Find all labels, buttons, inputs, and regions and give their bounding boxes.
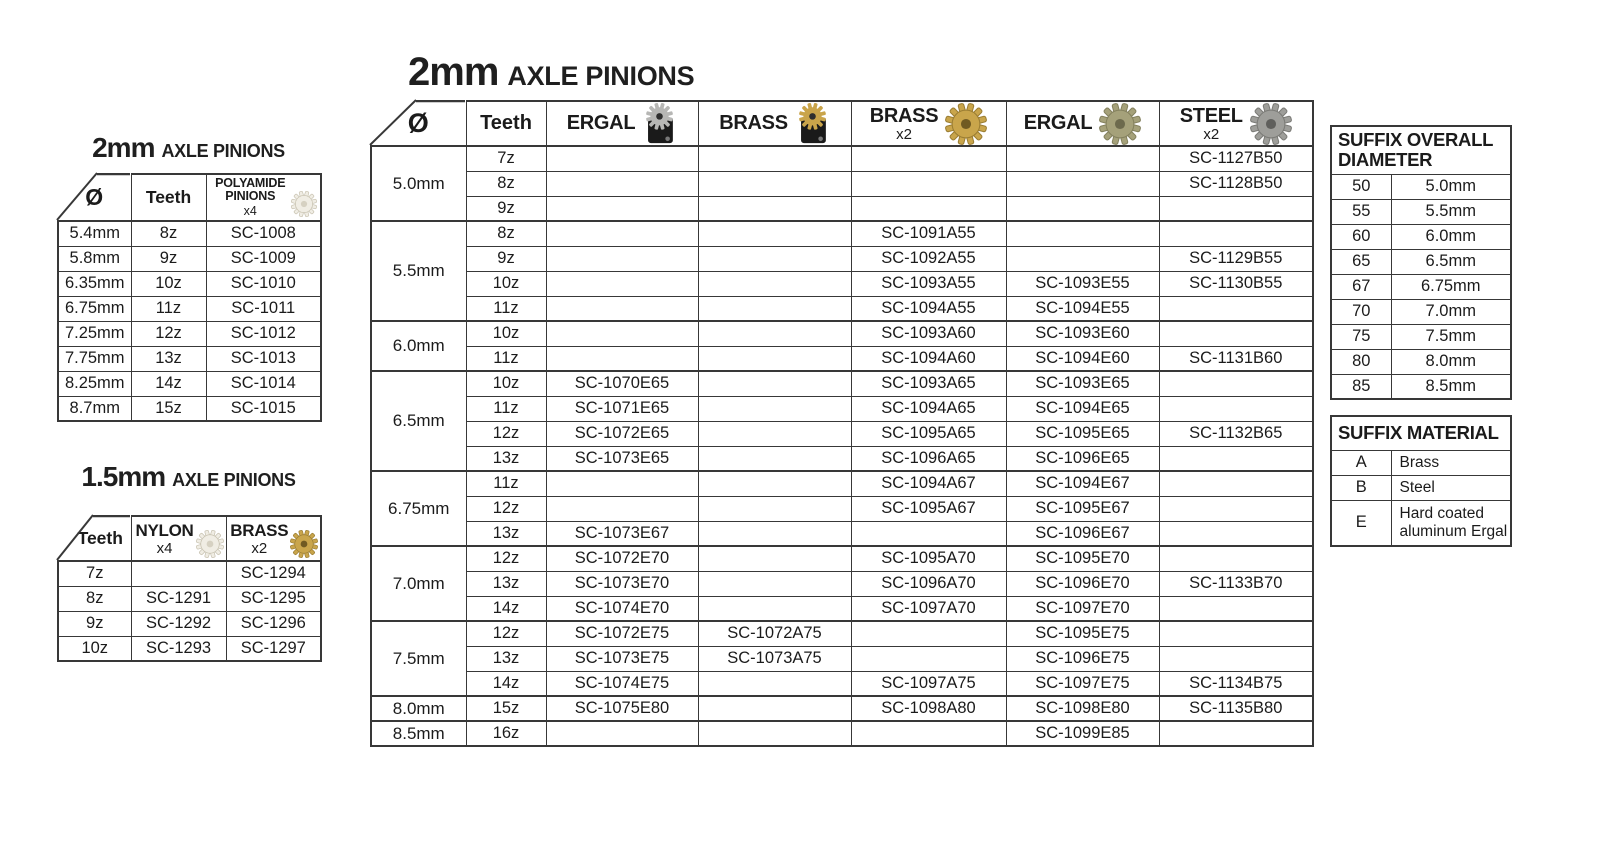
part-number-cell: SC-1070E65 [546,371,698,396]
part-number-cell: SC-1093A55 [851,271,1006,296]
suffix-material-title: SUFFIX MATERIAL [1331,416,1511,450]
teeth-cell: 14z [466,596,546,621]
part-number-cell [1006,171,1159,196]
diameter-cell: 8.7mm [58,396,131,421]
steel-gear-column-header [1159,101,1313,146]
teeth-cell: 10z [131,271,206,296]
part-number-cell [1159,321,1313,346]
teeth-cell: 10z [466,321,546,346]
part-number-cell: SC-1074E75 [546,671,698,696]
part-number-cell: SC-1094A60 [851,346,1006,371]
part-number-cell [546,271,698,296]
header-label: ERGAL [566,112,636,134]
part-number-cell [851,646,1006,671]
diameter-cell: 6.5mm [371,371,466,471]
part-number-cell: SC-1094E65 [1006,396,1159,421]
part-number-cell: SC-1293 [131,636,226,661]
part-number-cell: SC-1131B60 [1159,346,1313,371]
teeth-cell: 11z [466,346,546,371]
header-qty: x4 [156,539,173,557]
part-number-cell: SC-1134B75 [1159,671,1313,696]
part-number-cell: SC-1097E70 [1006,596,1159,621]
part-number-cell: SC-1074E70 [546,596,698,621]
left-2mm-title-text: AXLE PINIONS [161,141,285,161]
diameter-value-cell: 8.5mm [1391,374,1511,399]
part-number-cell: SC-1013 [206,346,321,371]
teeth-column-header: Teeth [466,101,546,146]
header-label: NYLON [135,520,194,540]
brass-gear-icon [945,103,987,145]
part-number-cell: SC-1294 [226,561,321,586]
teeth-cell: 12z [466,546,546,571]
teeth-cell: 15z [466,696,546,721]
diameter-value-cell: 7.0mm [1391,299,1511,324]
left-15mm-title-size: 1.5mm [81,461,166,492]
part-number-cell [698,521,851,546]
part-number-cell: SC-1094A67 [851,471,1006,496]
part-number-cell [1159,221,1313,246]
main-title-text: AXLE PINIONS [507,61,695,91]
teeth-cell: 15z [131,396,206,421]
suffix-code-cell: 60 [1331,224,1391,249]
teeth-cell: 16z [466,721,546,746]
polyamide-gear-icon [291,191,317,217]
teeth-cell: 9z [131,246,206,271]
diameter-value-cell: 5.0mm [1391,174,1511,199]
part-number-cell: SC-1094E55 [1006,296,1159,321]
teeth-cell: 13z [466,446,546,471]
part-number-cell: SC-1072E70 [546,546,698,571]
diameter-cell: 5.0mm [371,146,466,221]
part-number-cell: SC-1095E70 [1006,546,1159,571]
part-number-cell: SC-1093E55 [1006,271,1159,296]
part-number-cell [851,171,1006,196]
teeth-cell: 8z [466,221,546,246]
part-number-cell [698,421,851,446]
brass-mounted-pinion-column-header [698,101,851,146]
part-number-cell [1006,196,1159,221]
part-number-cell [1159,371,1313,396]
part-number-cell [698,296,851,321]
left-2mm-table-title [57,132,320,164]
part-number-cell [1159,446,1313,471]
part-number-cell [546,196,698,221]
part-number-cell: SC-1128B50 [1159,171,1313,196]
part-number-cell [1159,496,1313,521]
nylon-column-header [131,516,226,561]
nylon-gear-icon [196,530,224,558]
part-number-cell: SC-1096E75 [1006,646,1159,671]
part-number-cell [698,146,851,171]
suffix-diameter-table [1330,125,1512,400]
header-label: BRASS [719,112,788,134]
part-number-cell: SC-1014 [206,371,321,396]
teeth-cell: 7z [466,146,546,171]
teeth-cell: 12z [466,496,546,521]
part-number-cell [698,221,851,246]
part-number-cell [546,471,698,496]
part-number-cell [546,146,698,171]
diameter-cell: 7.75mm [58,346,131,371]
material-name-cell: Brass [1391,450,1511,475]
part-number-cell [546,171,698,196]
brass-column-header [226,516,321,561]
part-number-cell [546,346,698,371]
part-number-cell: SC-1009 [206,246,321,271]
main-table-wrap [370,100,1314,747]
diameter-cell: 7.0mm [371,546,466,621]
teeth-cell: 12z [466,621,546,646]
part-number-cell [698,246,851,271]
header-qty: x2 [251,539,268,557]
part-number-cell [698,671,851,696]
part-number-cell: SC-1094E60 [1006,346,1159,371]
part-number-cell [1006,246,1159,271]
part-number-cell: SC-1096E65 [1006,446,1159,471]
part-number-cell: SC-1129B55 [1159,246,1313,271]
part-number-cell: SC-1099E85 [1006,721,1159,746]
part-number-cell [698,396,851,421]
part-number-cell [546,721,698,746]
part-number-cell: SC-1097E75 [1006,671,1159,696]
diameter-cell: 6.75mm [58,296,131,321]
part-number-cell [698,371,851,396]
part-number-cell [1159,646,1313,671]
part-number-cell [851,196,1006,221]
diameter-cell: 6.0mm [371,321,466,371]
part-number-cell: SC-1094E67 [1006,471,1159,496]
part-number-cell: SC-1075E80 [546,696,698,721]
teeth-cell: 13z [466,571,546,596]
part-number-cell: SC-1095E75 [1006,621,1159,646]
part-number-cell: SC-1133B70 [1159,571,1313,596]
part-number-cell: SC-1010 [206,271,321,296]
teeth-cell: 11z [466,296,546,321]
ergal-gear-icon [1099,103,1141,145]
suffix-code-cell: 70 [1331,299,1391,324]
left-15mm-title-text: AXLE PINIONS [172,470,296,490]
suffix-code-cell: B [1331,475,1391,500]
suffix-code-cell: 85 [1331,374,1391,399]
teeth-cell: 14z [131,371,206,396]
part-number-cell [851,146,1006,171]
ergal-gear-column-header [1006,101,1159,146]
main-title-size: 2mm [408,50,499,94]
part-number-cell: SC-1073E65 [546,446,698,471]
material-name-cell: Steel [1391,475,1511,500]
part-number-cell [698,171,851,196]
part-number-cell [546,496,698,521]
part-number-cell [698,546,851,571]
teeth-cell: 12z [466,421,546,446]
diameter-value-cell: 6.75mm [1391,274,1511,299]
diagonal-corner [57,515,130,560]
diagonal-corner [370,100,465,145]
part-number-cell [131,561,226,586]
part-number-cell [851,621,1006,646]
part-number-cell [546,246,698,271]
brass-gear-column-header [851,101,1006,146]
diameter-column-header: Ø [371,101,466,146]
teeth-cell: 11z [466,471,546,496]
part-number-cell: SC-1098E80 [1006,696,1159,721]
part-number-cell [698,596,851,621]
ergal-mounted-pinion-column-header [546,101,698,146]
part-number-cell: SC-1127B50 [1159,146,1313,171]
part-number-cell: SC-1096E67 [1006,521,1159,546]
part-number-cell: SC-1093A65 [851,371,1006,396]
part-number-cell: SC-1093A60 [851,321,1006,346]
header-label: ERGAL [1023,112,1093,134]
part-number-cell: SC-1015 [206,396,321,421]
part-number-cell: SC-1296 [226,611,321,636]
diameter-value-cell: 8.0mm [1391,349,1511,374]
teeth-cell: 13z [466,646,546,671]
part-number-cell: SC-1096A70 [851,571,1006,596]
part-number-cell [1159,621,1313,646]
teeth-cell: 8z [131,221,206,246]
brass-gear-icon [290,530,318,558]
part-number-cell: SC-1092A55 [851,246,1006,271]
part-number-cell [698,696,851,721]
part-number-cell: SC-1097A75 [851,671,1006,696]
diameter-cell: 5.5mm [371,221,466,321]
diameter-cell: 5.8mm [58,246,131,271]
teeth-cell: 14z [466,671,546,696]
teeth-cell: 10z [466,371,546,396]
header-label: BRASS [230,520,289,540]
teeth-cell: 7z [58,561,131,586]
part-number-cell: SC-1095A67 [851,496,1006,521]
diameter-cell: 8.5mm [371,721,466,746]
teeth-cell: 9z [466,196,546,221]
suffix-code-cell: A [1331,450,1391,475]
diameter-cell: 8.0mm [371,696,466,721]
material-name-cell: Hard coated aluminum Ergal [1391,500,1511,546]
part-number-cell: SC-1072E75 [546,621,698,646]
header-label-stack: STEEL x2 [1179,104,1243,143]
part-number-cell: SC-1135B80 [1159,696,1313,721]
part-number-cell: SC-1097A70 [851,596,1006,621]
teeth-cell: 11z [466,396,546,421]
teeth-cell: 9z [466,246,546,271]
main-pinion-table [370,100,1314,747]
part-number-cell [1006,221,1159,246]
left-15mm-table-wrap [57,515,322,662]
teeth-cell: 10z [58,636,131,661]
diagonal-corner [57,173,130,220]
part-number-cell: SC-1295 [226,586,321,611]
part-number-cell: SC-1095A70 [851,546,1006,571]
diameter-cell: 7.5mm [371,621,466,696]
part-number-cell [1159,296,1313,321]
suffix-code-cell: 80 [1331,349,1391,374]
suffix-diameter-title: SUFFIX OVERALL DIAMETER [1331,126,1511,174]
left-15mm-table-title [57,461,320,493]
part-number-cell [851,521,1006,546]
part-number-cell [698,346,851,371]
part-number-cell: SC-1132B65 [1159,421,1313,446]
part-number-cell [698,571,851,596]
part-number-cell: SC-1297 [226,636,321,661]
part-number-cell [698,321,851,346]
suffix-code-cell: 50 [1331,174,1391,199]
teeth-column-header: Teeth [131,174,206,221]
suffix-code-cell: 55 [1331,199,1391,224]
suffix-code-cell: 67 [1331,274,1391,299]
part-number-cell: SC-1011 [206,296,321,321]
polyamide-qty: x4 [243,203,257,218]
ergal-mounted-pinion-icon [642,103,677,145]
part-number-cell [698,446,851,471]
teeth-cell: 8z [58,586,131,611]
part-number-cell: SC-1012 [206,321,321,346]
part-number-cell [1159,471,1313,496]
part-number-cell [698,196,851,221]
diameter-cell: 6.35mm [58,271,131,296]
diameter-value-cell: 7.5mm [1391,324,1511,349]
suffix-diameter-table-wrap [1330,125,1512,400]
part-number-cell: SC-1073A75 [698,646,851,671]
part-number-cell: SC-1093E65 [1006,371,1159,396]
polyamide-column-header [206,174,321,221]
part-number-cell [1159,396,1313,421]
part-number-cell: SC-1073E75 [546,646,698,671]
part-number-cell [546,321,698,346]
part-number-cell: SC-1292 [131,611,226,636]
brass-mounted-pinion-icon [795,103,830,145]
diameter-cell: 6.75mm [371,471,466,546]
suffix-code-cell: 65 [1331,249,1391,274]
diameter-column-header: Ø [58,174,131,221]
part-number-cell [1159,196,1313,221]
left-2mm-title-size: 2mm [92,132,155,163]
part-number-cell: SC-1095A65 [851,421,1006,446]
polyamide-header-label: POLYAMIDE PINIONS [215,176,286,204]
part-number-cell [698,271,851,296]
part-number-cell: SC-1096E70 [1006,571,1159,596]
main-table-title [408,50,694,95]
part-number-cell [1006,146,1159,171]
part-number-cell: SC-1072E65 [546,421,698,446]
diameter-value-cell: 6.0mm [1391,224,1511,249]
part-number-cell [546,296,698,321]
diameter-cell: 5.4mm [58,221,131,246]
teeth-cell: 13z [131,346,206,371]
header-label-stack: BRASS x2 [869,104,939,143]
suffix-code-cell: E [1331,500,1391,546]
suffix-material-table-wrap [1330,415,1512,547]
suffix-material-table [1330,415,1512,547]
part-number-cell [851,721,1006,746]
part-number-cell: SC-1094A55 [851,296,1006,321]
teeth-cell: 8z [466,171,546,196]
teeth-cell: 12z [131,321,206,346]
teeth-cell: 11z [131,296,206,321]
diameter-value-cell: 5.5mm [1391,199,1511,224]
part-number-cell [1159,521,1313,546]
part-number-cell: SC-1091A55 [851,221,1006,246]
part-number-cell: SC-1130B55 [1159,271,1313,296]
part-number-cell: SC-1095E67 [1006,496,1159,521]
part-number-cell [1159,546,1313,571]
part-number-cell [1159,596,1313,621]
part-number-cell: SC-1095E65 [1006,421,1159,446]
part-number-cell [1159,721,1313,746]
left-2mm-table-wrap [57,173,322,422]
part-number-cell [546,221,698,246]
diameter-cell: 8.25mm [58,371,131,396]
part-number-cell: SC-1073E70 [546,571,698,596]
teeth-cell: 10z [466,271,546,296]
part-number-cell: SC-1093E60 [1006,321,1159,346]
teeth-cell: 9z [58,611,131,636]
part-number-cell: SC-1073E67 [546,521,698,546]
diameter-value-cell: 6.5mm [1391,249,1511,274]
teeth-column-header: Teeth [58,516,131,561]
part-number-cell [698,471,851,496]
part-number-cell: SC-1291 [131,586,226,611]
part-number-cell: SC-1008 [206,221,321,246]
part-number-cell [698,496,851,521]
diameter-cell: 7.25mm [58,321,131,346]
part-number-cell: SC-1098A80 [851,696,1006,721]
part-number-cell: SC-1094A65 [851,396,1006,421]
part-number-cell: SC-1096A65 [851,446,1006,471]
part-number-cell [698,721,851,746]
teeth-cell: 13z [466,521,546,546]
steel-gear-icon [1250,103,1292,145]
suffix-code-cell: 75 [1331,324,1391,349]
part-number-cell: SC-1071E65 [546,396,698,421]
part-number-cell: SC-1072A75 [698,621,851,646]
